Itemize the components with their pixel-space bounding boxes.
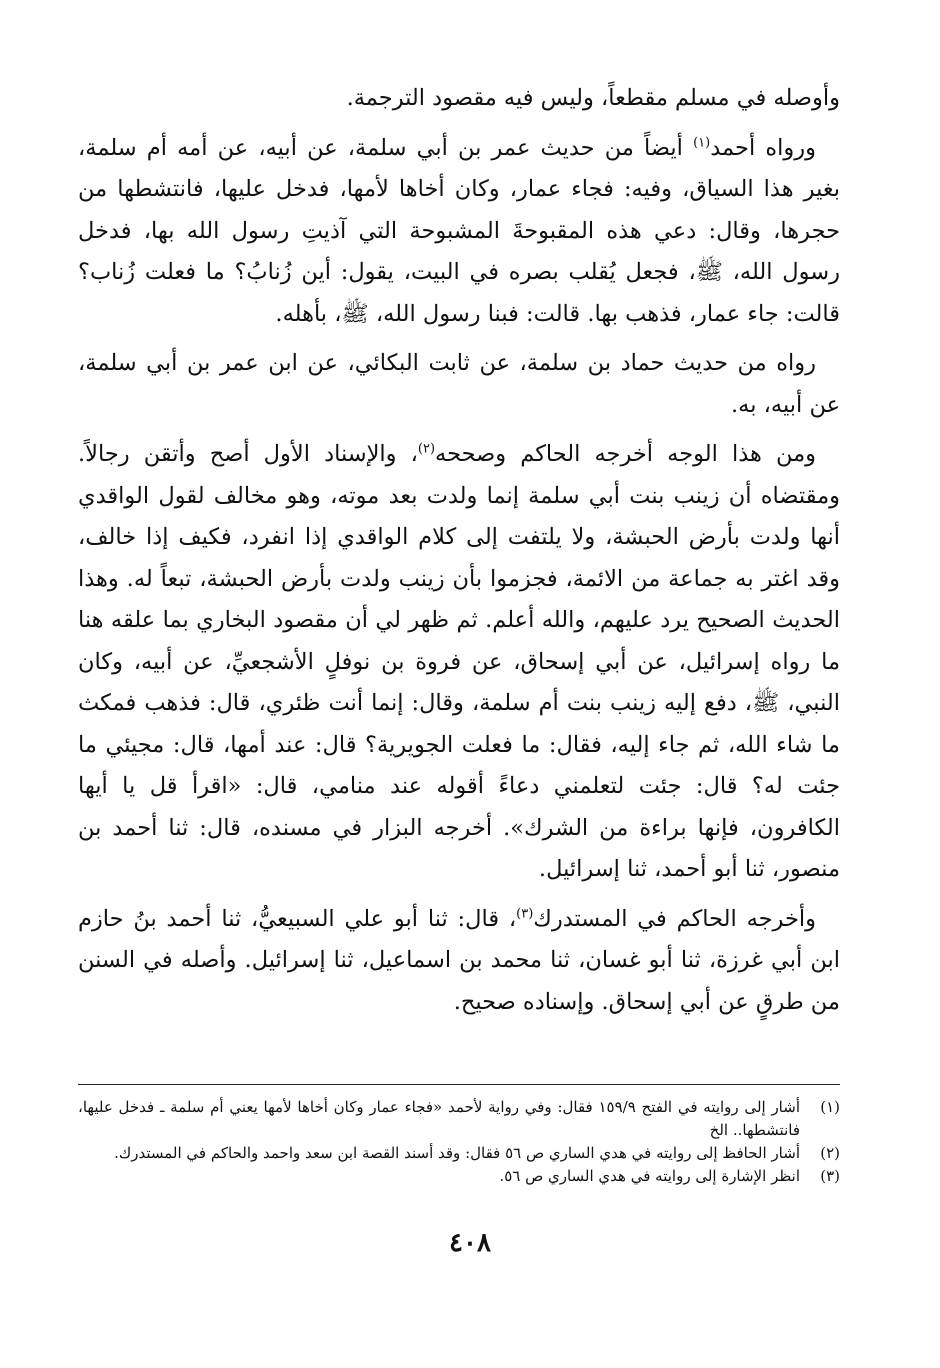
paragraph: [78, 434, 840, 891]
footnote-text: انظر الإشارة إلى روايته في هدي الساري ص ٥٦.: [499, 1167, 800, 1185]
paragraph-text: وأوصله في مسلم مقطعاً، وليس فيه مقصود الترجمة.: [346, 85, 840, 111]
page-number: ٤٠٨: [449, 1228, 491, 1258]
footnote-reference: (٢): [417, 441, 436, 457]
footnotes-section: [78, 1096, 840, 1188]
footnote: [78, 1142, 840, 1165]
footnote: [78, 1165, 840, 1188]
footnote-number: (٢): [820, 1144, 840, 1162]
paragraph-text: وأخرجه الحاكم في المستدرك: [533, 905, 816, 932]
footnote-reference: (٣): [516, 906, 534, 921]
footnote-text: أشار إلى روايته في الفتح ١٥٩/٩ فقال: وفي رواية لأحمد «فجاء عمار وكان أخاها لأمها يعني أم سلمة ـ فدخل عليها، فانتشطها.. الخ: [78, 1098, 800, 1139]
footnote: [78, 1096, 840, 1142]
paragraph: [78, 128, 840, 336]
paragraph: [78, 78, 840, 120]
footnote-reference: (١): [693, 135, 711, 150]
footnote-number: (٣): [820, 1167, 840, 1185]
paragraph-text: ورواه أحمد: [710, 134, 816, 161]
paragraph: [78, 343, 840, 426]
footnote-separator: [78, 1084, 840, 1085]
paragraph-text: ، والإسناد الأول أصح وأتقن رجالاً. ومقتضاه أن زينب بنت أبي سلمة إنما ولدت بعد موته، وهو مخالف لقول الواقدي أنها ولدت بأرض الحبشة، ولا يلتفت إلى كلام الواقدي إذا انفرد، فكيف إذا خالف، وقد اغتر به جماعة من الائمة، فجزموا بأن زينب ولدت بأرض الحبشة، تبعاً له. وهذا الحديث الصحيح يرد عليهم، والله أعلم. ثم ظهر لي أن مقصود البخاري بما علقه هنا ما رواه إسرائيل، عن أبي إسحاق، عن فروة بن نوفلٍ الأشجعيِّ، عن أبيه، وكان النبي، ﷺ، دفع إليه زينب بنت أم سلمة، وقال: إنما أنت ظئري، قال: فذهب فمكث ما شاء الله، ثم جاء إليه، فقال: ما فعلت الجويرية؟ قال: عند أمها، قال: مجيئي ما جئت له؟ قال: جئت لتعلمني دعاءً أقوله عند منامي، قال: «اقرأ قل يا أيها الكافرون، فإنها براءة من الشرك». أخرجه البزار في مسنده، قال: ثنا أحمد بن منصور، ثنا أبو أحمد، ثنا إسرائيل.: [78, 441, 840, 882]
paragraph-text: ومن هذا الوجه أخرجه الحاكم وصححه: [435, 441, 817, 467]
footnote-number: (١): [820, 1098, 840, 1116]
paragraph: [78, 899, 840, 1024]
paragraph-text: رواه من حديث حماد بن سلمة، عن ثابت البكائي، عن ابن عمر بن أبي سلمة، عن أبيه، به.: [78, 350, 840, 418]
paragraph-text: أيضاً من حديث عمر بن أبي سلمة، عن أبيه، عن أمه أم سلمة، بغير هذا السياق، وفيه: فجاء عمار، وكان أخاها لأمها، فدخل عليها، فانتشطها من حجرها، وقال: دعي هذه المقبوحةَ المشبوحة التي آذيتِ رسول الله بها، فدخل رسول الله، ﷺ، فجعل يُقلب بصره في البيت، يقول: أين زُنابُ؟ ما فعلت زُناب؟ قالت: جاء عمار، فذهب بها. قالت: فبنا رسول الله، ﷺ، بأهله.: [78, 134, 840, 327]
paragraph-text: ، قال: ثنا أبو علي السبيعيُّ، ثنا أحمد بنُ حازم ابن أبي غرزة، ثنا أبو غسان، ثنا محمد بن اسماعيل، ثنا إسرائيل. وأصله في السنن من طرقٍ عن أبي إسحاق. وإسناده صحيح.: [78, 905, 840, 1015]
main-text: [78, 78, 840, 1031]
footnote-text: أشار الحافظ إلى روايته في هدي الساري ص ٥٦ فقال: وقد أسند القصة ابن سعد واحمد والحاكم في المستدرك.: [114, 1144, 800, 1162]
